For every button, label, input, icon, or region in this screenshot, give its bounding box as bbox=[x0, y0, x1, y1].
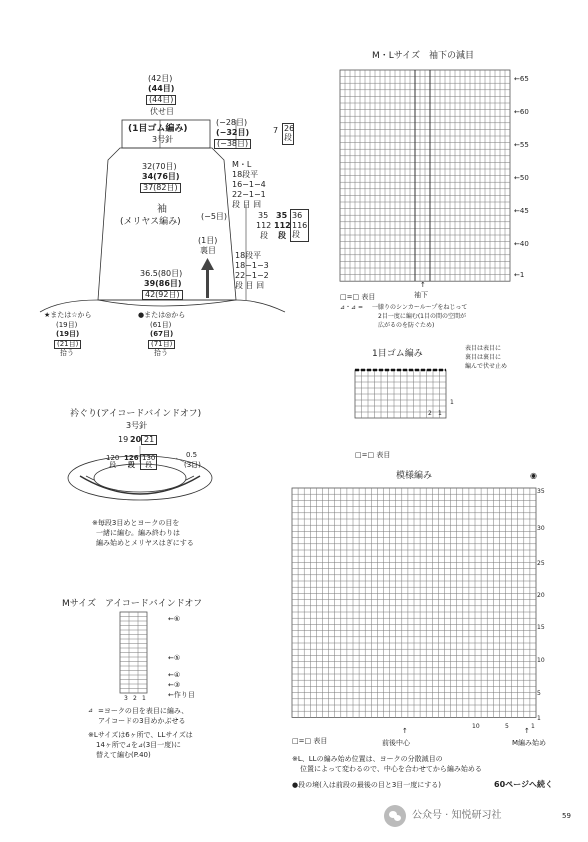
sleeve-rib-needle: 3号針 bbox=[152, 135, 174, 144]
ml-row-1-num: 1 bbox=[519, 271, 525, 279]
icord-note-3a: ※Lサイズは6ヶ所で、LLサイズは bbox=[88, 731, 193, 739]
neck-rows-3-dan: 段 bbox=[145, 461, 153, 469]
ml-chart-grid bbox=[340, 70, 510, 281]
center-pick-2: (61目) bbox=[150, 321, 172, 329]
neck-rows-1 bbox=[106, 455, 119, 469]
height-dan-2: 段 bbox=[278, 231, 286, 240]
neck-rows-1-num: 120 bbox=[106, 454, 120, 462]
icord-col-1: 1 bbox=[142, 695, 146, 702]
neck-note-3: 編み始めとメリヤスはぎにする bbox=[96, 539, 194, 547]
icord-note-3b-2: を bbox=[130, 741, 138, 749]
side-row-1: 18段平 bbox=[232, 170, 259, 179]
height-box-3 bbox=[290, 209, 309, 242]
one-stitch: (1目) bbox=[198, 236, 218, 245]
page-number: 59 bbox=[562, 812, 571, 820]
height-rows-1: 112 bbox=[256, 221, 272, 230]
ml-row-40-num: 40 bbox=[519, 240, 529, 248]
sleeve-top-count-1: (42目) bbox=[148, 74, 173, 83]
ml-row-1: ←1 bbox=[514, 271, 525, 279]
neck-note-2: 一緒に編む。編み終わりは bbox=[96, 529, 180, 537]
rib-col-1: 1 bbox=[438, 410, 442, 417]
rib-note-1: 表目は表目に bbox=[465, 345, 502, 352]
continue-note: 60ページへ続く bbox=[494, 780, 553, 789]
rib-rows-num: 26 bbox=[284, 124, 295, 133]
ml-row-55-num: 55 bbox=[519, 141, 529, 149]
sleeve-minus5: (−5目) bbox=[201, 212, 228, 221]
icord-note-3b-1: 14ヶ所で bbox=[96, 741, 126, 749]
icord-col-2: 2 bbox=[133, 695, 137, 702]
sleeve-up-arrow bbox=[201, 258, 214, 298]
ml-legend-twist-3: 広がるのを防ぐため) bbox=[378, 322, 435, 329]
lower-count-1: 36.5(80目) bbox=[140, 269, 183, 278]
pattern-marker: ◉ bbox=[530, 471, 537, 480]
sleeve-cap-center bbox=[98, 300, 236, 306]
rib-decrease-2: (−32目) bbox=[216, 128, 250, 137]
pat-row-20: 20 bbox=[537, 592, 545, 599]
neck-rows-3 bbox=[140, 454, 157, 470]
rib-decrease-1: (−28目) bbox=[216, 118, 248, 127]
sleeve-title: 袖 bbox=[157, 204, 167, 215]
rib-height: 7 bbox=[273, 126, 279, 135]
footer-brand: 公众号 · 知悦研习社 bbox=[412, 810, 502, 821]
center-pick-5: 拾う bbox=[154, 349, 168, 357]
ml-row-40: ←40 bbox=[514, 240, 529, 248]
pattern-note-3: ●段の境(入は前段の最後の目と3目一度にする) bbox=[292, 781, 442, 789]
icord-note-2: アイコードの3目めかぶせる bbox=[98, 717, 186, 725]
neck-note-1: ※毎段3目めとヨークの目を bbox=[92, 519, 180, 527]
pat-col-10: 10 bbox=[472, 723, 480, 730]
rib-rows-box bbox=[282, 123, 294, 145]
icord-title: Mサイズ アイコードバインドオフ bbox=[62, 599, 203, 609]
wechat-icon bbox=[384, 805, 406, 827]
center-pick-4: (71目) bbox=[148, 340, 175, 349]
rib-decrease-3: (−38目) bbox=[214, 139, 251, 149]
side-row-2: 16−1−4 bbox=[232, 180, 266, 189]
lower-row-3: 22−1−2 bbox=[235, 271, 269, 280]
ml-row-60: ←60 bbox=[514, 108, 529, 116]
neck-edge-1: 0.5 bbox=[186, 451, 198, 459]
ml-row-65: ←65 bbox=[514, 75, 529, 83]
icord-start-label: 作り目 bbox=[173, 691, 195, 699]
neck-count-3: 21 bbox=[141, 435, 157, 445]
height-dan-1: 段 bbox=[260, 231, 268, 240]
side-row-4: 段 目 回 bbox=[232, 200, 262, 209]
icord-marker-3-sym: ③ bbox=[173, 681, 181, 689]
ml-chart-title: M・Lサイズ 袖下の減目 bbox=[372, 51, 475, 61]
pattern-start-label: M編み始め bbox=[512, 739, 547, 747]
sleeve-rib-label: (1目ゴム編み) bbox=[128, 124, 188, 134]
left-pick-4: (21目) bbox=[54, 340, 81, 349]
ml-row-50-num: 50 bbox=[519, 174, 529, 182]
icord-marker-6: ←⑥ bbox=[168, 615, 181, 623]
pattern-title: 模様編み bbox=[396, 471, 433, 481]
neck-rows-2-num: 126 bbox=[124, 454, 139, 462]
ml-row-45: ←45 bbox=[514, 207, 529, 215]
ml-legend-blank: □=□ 表目 bbox=[340, 293, 376, 301]
ml-row-55: ←55 bbox=[514, 141, 529, 149]
center-pick-3: (67目) bbox=[150, 330, 174, 338]
height-dan-3: 段 bbox=[292, 230, 300, 240]
lower-count-2: 39(86目) bbox=[144, 279, 182, 288]
icord-marker-4-sym: ④ bbox=[173, 671, 181, 679]
left-pick-5: 拾う bbox=[60, 349, 74, 357]
neck-rows-2-dan: 段 bbox=[127, 461, 135, 469]
icord-note-1: =ヨークの目を表目に編み、 bbox=[98, 707, 189, 715]
ml-row-45-num: 45 bbox=[519, 207, 529, 215]
neck-edge-2: (3目) bbox=[184, 461, 201, 469]
pat-start-arrow: ↑ bbox=[524, 727, 530, 735]
pat-row-35: 35 bbox=[537, 488, 545, 495]
center-pick-1: ●または◎から bbox=[138, 311, 186, 319]
icord-start: ←作り目 bbox=[168, 691, 195, 699]
purl-label: 裏目 bbox=[200, 246, 216, 255]
icord-marker-4: ←④ bbox=[168, 671, 181, 679]
rib-row-1: 1 bbox=[450, 399, 454, 406]
rib-note-2: 裏目は裏目に bbox=[465, 354, 502, 361]
left-pick-3: (19目) bbox=[56, 330, 80, 338]
ml-legend-twist-1: 一膝りのシンカーループをねじって bbox=[372, 304, 468, 311]
left-pick-1: ★または☆から bbox=[44, 311, 92, 319]
sleeve-upper-count-3: 37(82目) bbox=[140, 183, 181, 193]
pattern-note-2: 位置によって変わるので、中心を合わせてから編み始める bbox=[300, 765, 482, 773]
pattern-note-1: ※L、LLの編み始め位置は、ヨークの分散減目の bbox=[292, 755, 443, 763]
pattern-chart-grid bbox=[292, 488, 536, 717]
sleeve-top-count-2: (44目) bbox=[148, 84, 175, 93]
ml-row-50: ←50 bbox=[514, 174, 529, 182]
sleeve-cap-right bbox=[236, 300, 285, 312]
rib-col-2: 2 bbox=[428, 410, 432, 417]
lower-row-4: 段 目 回 bbox=[235, 281, 265, 290]
icord-note-3b-3: (3目一度)に bbox=[142, 741, 181, 749]
sleeve-upper-count-1: 32(70目) bbox=[142, 162, 177, 171]
icord-legend-icon: ⊿ bbox=[88, 707, 94, 714]
icord-marker-6-sym: ⑥ bbox=[173, 615, 181, 623]
neck-title: 衿ぐり(アイコードバインドオフ) bbox=[70, 409, 202, 419]
lower-row-1: 18段平 bbox=[235, 251, 262, 260]
ml-row-60-num: 60 bbox=[519, 108, 529, 116]
neck-needle: 3号針 bbox=[126, 421, 148, 430]
ml-legend-twist-2: 2目一度に編む(1目の間の空間が bbox=[378, 313, 466, 320]
icord-note-3c: 替えて編む(P.40) bbox=[96, 751, 151, 759]
pat-center-arrow: ↑ bbox=[402, 727, 408, 735]
neck-rows-2 bbox=[124, 455, 139, 469]
icord-note-3b: 14ヶ所で⊿を⊿(3目一度)に bbox=[96, 741, 181, 749]
ml-row-65-num: 65 bbox=[519, 75, 529, 83]
height-val-1: 35 bbox=[258, 211, 269, 220]
lower-count-3: 42(92目) bbox=[142, 290, 183, 300]
pat-row-10: 10 bbox=[537, 657, 545, 664]
sleeve-subtitle: (メリヤス編み) bbox=[120, 217, 181, 227]
neck-rows-1-dan: 段 bbox=[109, 461, 117, 469]
rib-chart-grid bbox=[355, 370, 446, 418]
height-val-3: 36 bbox=[292, 211, 303, 220]
pat-col-5: 5 bbox=[505, 723, 509, 730]
height-rows-3: 116 bbox=[292, 220, 308, 230]
icord-marker-5: ←⑤ bbox=[168, 654, 181, 662]
lower-row-2: 18−1−3 bbox=[235, 261, 269, 270]
neck-rows-3-num: 130 bbox=[142, 454, 156, 462]
rib-note-3: 編んで伏せ止め bbox=[465, 363, 508, 370]
neck-count-2: 20 bbox=[130, 435, 142, 444]
pat-col-1: 1 bbox=[531, 723, 535, 730]
pattern-legend: □=□ 表目 bbox=[292, 737, 328, 745]
ml-center-label: 袖下 bbox=[414, 291, 428, 299]
icord-col-3: 3 bbox=[124, 695, 128, 702]
rib-title: 1目ゴム編み bbox=[372, 349, 423, 359]
sleeve-top-count-3: (44目) bbox=[146, 95, 176, 105]
pat-row-1: 1 bbox=[537, 715, 541, 722]
rib-rows-dan: 段 bbox=[284, 132, 292, 142]
pat-row-15: 15 bbox=[537, 624, 545, 631]
rib-legend: □=□ 表目 bbox=[355, 451, 391, 459]
sleeve-upper-count-2: 34(76目) bbox=[142, 172, 180, 181]
icord-marker-5-sym: ⑤ bbox=[173, 654, 181, 662]
pattern-center-label: 前後中心 bbox=[382, 739, 410, 747]
side-ml: M・L bbox=[232, 160, 252, 169]
icord-chart-grid bbox=[120, 612, 147, 693]
ml-center-arrow: ↑ bbox=[420, 281, 426, 289]
pat-row-30: 30 bbox=[537, 525, 545, 532]
left-pick-2: (19目) bbox=[56, 321, 78, 329]
ml-legend-twist-icon: ⊿・⊿ = bbox=[340, 304, 363, 311]
neck-count-1: 19 bbox=[118, 435, 129, 444]
pat-row-5: 5 bbox=[537, 690, 541, 697]
icord-marker-3: ←③ bbox=[168, 681, 181, 689]
pat-row-25: 25 bbox=[537, 560, 545, 567]
height-rows-2: 112 bbox=[274, 221, 291, 230]
sleeve-bind-off: 伏せ目 bbox=[150, 107, 174, 116]
height-val-2: 35 bbox=[276, 211, 288, 220]
side-row-3: 22−1−1 bbox=[232, 190, 266, 199]
